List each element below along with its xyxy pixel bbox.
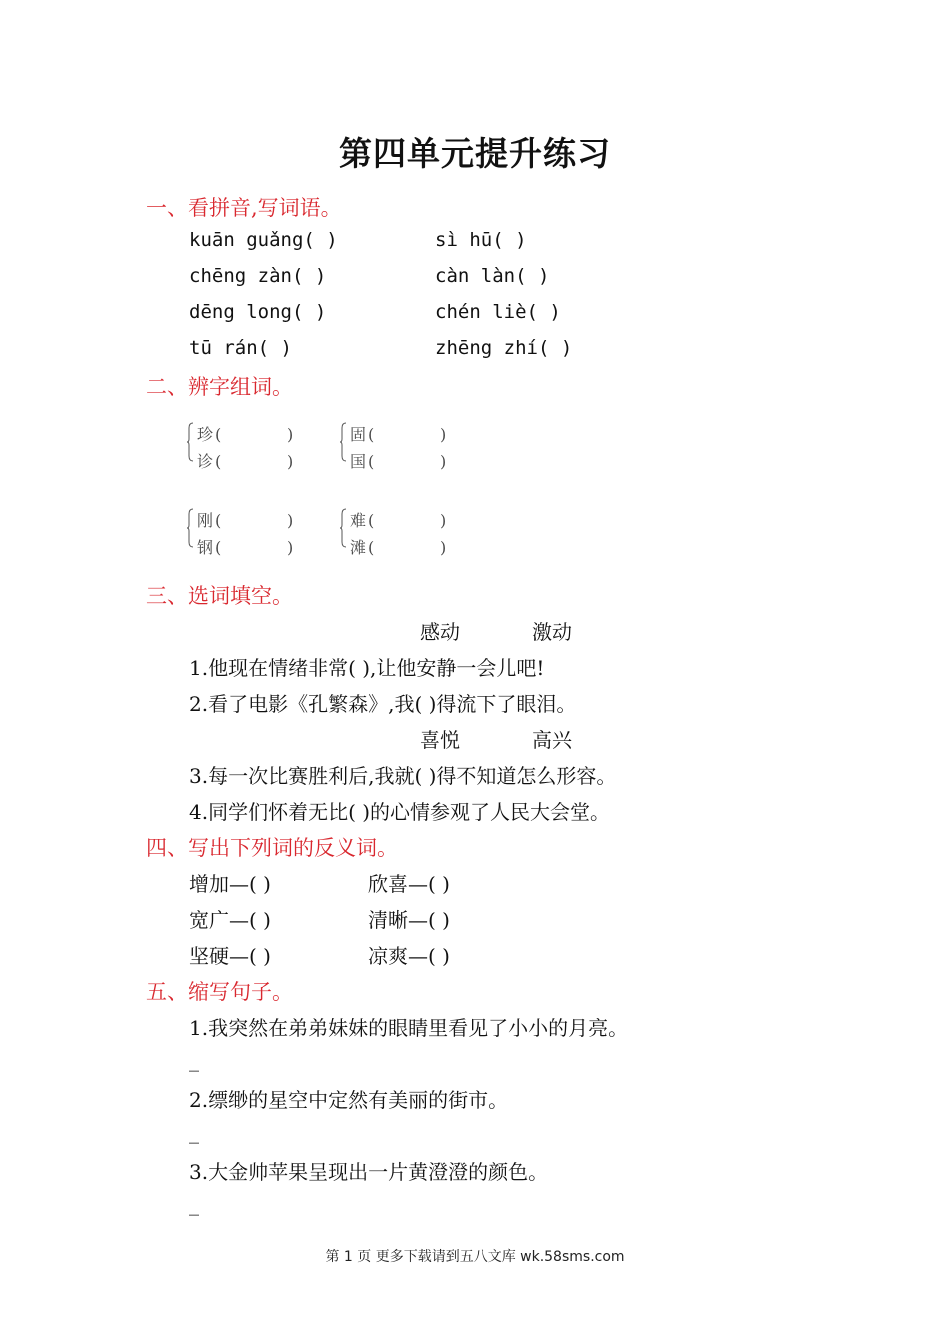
antonym-item: 宽广—( ) [189, 908, 271, 932]
fill-question: 1.他现在情绪非常( ),让他安静一会儿吧! [189, 656, 545, 680]
section-3-heading: 三、选词填空。 [146, 584, 293, 608]
word-choice: 感动 [420, 620, 460, 644]
shorten-question: 2.缥缈的星空中定然有美丽的街市。 [189, 1088, 509, 1112]
fill-question: 3.每一次比赛胜利后,我就( )得不知道怎么形容。 [189, 764, 617, 788]
antonym-item: 坚硬—( ) [189, 944, 271, 968]
fill-question: 4.同学们怀着无比( )的心情参观了人民大会堂。 [189, 800, 611, 824]
page-title: 第四单元提升练习 [339, 134, 611, 173]
word-choice: 喜悦 [420, 728, 460, 752]
word-choice: 高兴 [532, 728, 572, 752]
antonym-item: 凉爽—( ) [368, 944, 450, 968]
char: 珍 [197, 425, 214, 444]
char-row: 滩 ( ) [350, 535, 446, 558]
char: 固 [350, 425, 367, 444]
section-5-heading: 五、缩写句子。 [146, 980, 293, 1004]
pinyin-item: sì hū( ) [435, 229, 527, 251]
char-row: 固 ( ) [350, 422, 446, 445]
char-row: 难 ( ) [350, 508, 446, 531]
char: 滩 [350, 538, 367, 557]
pinyin-item: chēng zàn( ) [189, 265, 327, 287]
page-footer: 第 1 页 更多下载请到五八文库 wk.58sms.com [325, 1249, 625, 1265]
answer-line: _ [189, 1192, 199, 1216]
shorten-question: 1.我突然在弟弟妹妹的眼睛里看见了小小的月亮。 [189, 1016, 629, 1040]
answer-line: _ [189, 1120, 199, 1144]
char-row: 钢 ( ) [197, 535, 293, 558]
pinyin-item: dēng long( ) [189, 301, 327, 323]
pinyin-item: zhēng zhí( ) [435, 337, 573, 359]
pinyin-item: kuān guǎng( ) [189, 229, 338, 251]
char: 钢 [197, 538, 214, 557]
shorten-question: 3.大金帅苹果呈现出一片黄澄澄的颜色。 [189, 1160, 549, 1184]
answer-line: _ [189, 1048, 199, 1072]
section-4-heading: 四、写出下列词的反义词。 [146, 836, 398, 860]
char-row: 诊 ( ) [197, 449, 293, 472]
pinyin-item: tū rán( ) [189, 337, 292, 359]
brace-icon [187, 508, 193, 548]
brace-icon [340, 422, 346, 462]
brace-icon [187, 422, 193, 462]
char: 国 [350, 452, 367, 471]
antonym-item: 清晰—( ) [368, 908, 450, 932]
char: 难 [350, 511, 367, 530]
antonym-item: 增加—( ) [189, 872, 271, 896]
char: 诊 [197, 452, 214, 471]
pinyin-item: chén liè( ) [435, 301, 561, 323]
char-row: 刚 ( ) [197, 508, 293, 531]
pinyin-item: càn làn( ) [435, 265, 550, 287]
char: 刚 [197, 511, 214, 530]
char-row: 国 ( ) [350, 449, 446, 472]
char-row: 珍 ( ) [197, 422, 293, 445]
fill-question: 2.看了电影《孔繁森》,我( )得流下了眼泪。 [189, 692, 577, 716]
section-2-heading: 二、辨字组词。 [146, 375, 293, 399]
word-choice: 激动 [532, 620, 572, 644]
antonym-item: 欣喜—( ) [368, 872, 450, 896]
section-1-heading: 一、看拼音,写词语。 [146, 196, 342, 220]
brace-icon [340, 508, 346, 548]
